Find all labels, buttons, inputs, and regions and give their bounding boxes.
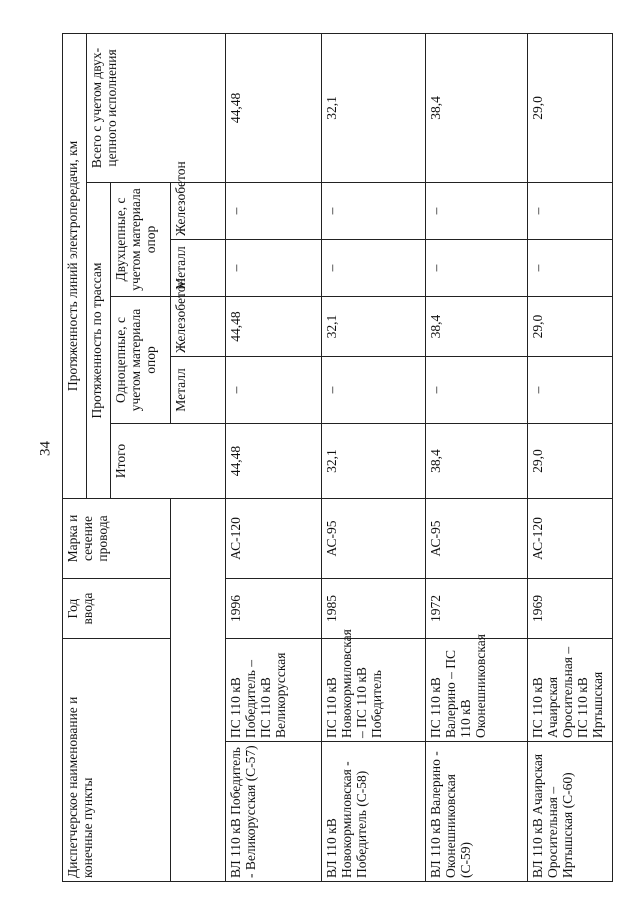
row-total-dual: 38,4	[426, 33, 528, 182]
header-total: Итого	[111, 424, 226, 499]
row-double-metal: –	[322, 240, 426, 297]
row-points: ПС 110 кВ Ачаирская Оросительная – ПС 110 кВ Иртышская	[528, 639, 613, 742]
row-points: ПС 110 кВ Новокормиловская – ПС 110 кВ Победитель	[322, 639, 426, 742]
row-double-metal: –	[528, 240, 613, 297]
table-row	[528, 33, 613, 881]
table-row	[426, 33, 528, 881]
row-name: ВЛ 110 кВ Валерино - Оконешниковская (С-59)	[426, 742, 528, 882]
row-single-metal: –	[322, 357, 426, 424]
header-single-metal: Металл	[171, 357, 226, 424]
row-year: 1969	[528, 579, 613, 639]
row-single-metal: –	[426, 357, 528, 424]
row-double-metal: –	[426, 240, 528, 297]
row-single-metal: –	[226, 357, 322, 424]
row-double-concrete: –	[322, 183, 426, 240]
header-length: Протяженность линий электропередачи, км	[63, 33, 87, 498]
row-total: 32,1	[322, 424, 426, 499]
header-dispatch: Диспетчерское наименование и конечные пункты	[63, 639, 171, 882]
row-total-dual: 32,1	[322, 33, 426, 182]
row-wire: АС-120	[528, 499, 613, 579]
row-single-metal: –	[528, 357, 613, 424]
rotated-table-container	[62, 34, 612, 882]
row-points: ПС 110 кВ Валерино – ПС 110 кВ Оконешниковская	[426, 639, 528, 742]
row-total: 44,48	[226, 424, 322, 499]
power-lines-table	[62, 33, 613, 882]
row-total: 29,0	[528, 424, 613, 499]
header-year: Год ввода	[63, 579, 171, 639]
row-year: 1996	[226, 579, 322, 639]
header-double-concrete: Железобетон	[171, 183, 226, 240]
table-row	[226, 33, 322, 881]
header-single: Одноцепные, с учетом материала опор	[111, 297, 171, 424]
row-total: 38,4	[426, 424, 528, 499]
row-single-concrete: 44,48	[226, 297, 322, 357]
row-double-concrete: –	[226, 183, 322, 240]
row-total-dual: 44,48	[226, 33, 322, 182]
header-wire: Марка и сечение провода	[63, 499, 171, 579]
header-single-concrete: Железобетон	[171, 297, 226, 357]
header-double-metal: Металл	[171, 240, 226, 297]
page-number: 34	[37, 441, 54, 456]
row-single-concrete: 29,0	[528, 297, 613, 357]
row-year: 1985	[322, 579, 426, 639]
row-year: 1972	[426, 579, 528, 639]
row-wire: АС-95	[426, 499, 528, 579]
row-total-dual: 29,0	[528, 33, 613, 182]
row-wire: АС-95	[322, 499, 426, 579]
table-row	[322, 33, 426, 881]
header-spacer	[171, 499, 226, 882]
row-single-concrete: 38,4	[426, 297, 528, 357]
row-name: ВЛ 110 кВ Победитель - Великорусская (С-57)	[226, 742, 322, 882]
row-points: ПС 110 кВ Победитель – ПС 110 кВ Великорусская	[226, 639, 322, 742]
row-wire: АС-120	[226, 499, 322, 579]
row-name: ВЛ 110 кВ Ачаирская Оросительная – Иртышская (С-60)	[528, 742, 613, 882]
row-double-concrete: –	[426, 183, 528, 240]
row-double-metal: –	[226, 240, 322, 297]
row-name: ВЛ 110 кВ Новокормиловская - Победитель (С-58)	[322, 742, 426, 882]
row-double-concrete: –	[528, 183, 613, 240]
header-total-dual: Всего с учетом двух-цепного исполнения	[87, 33, 226, 182]
header-by-routes: Протяженность по трассам	[87, 183, 111, 499]
row-single-concrete: 32,1	[322, 297, 426, 357]
header-double: Двухцепные, с учетом материала опор	[111, 183, 171, 297]
